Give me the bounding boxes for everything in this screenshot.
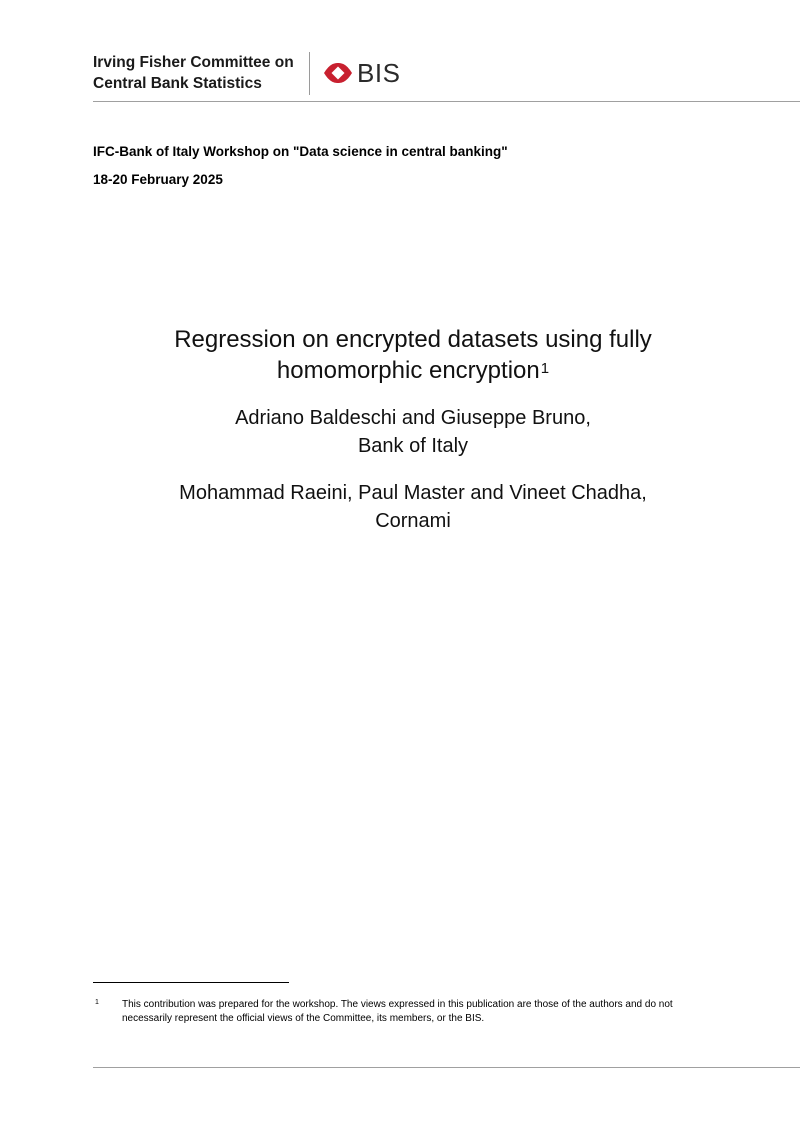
footnote-text: This contribution was prepared for the workshop. The views expressed in this publication are those of the authors and do not necessarily represent the official views of the Committee, its members, or the BIS. [122, 999, 673, 1024]
authors-group1-names: Adriano Baldeschi and Giuseppe Bruno, [235, 407, 591, 429]
paper-title-line2 [93, 355, 733, 386]
committee-name-line1: Irving Fisher Committee on [93, 54, 294, 71]
workshop-title: IFC-Bank of Italy Workshop on "Data science in central banking" [93, 144, 508, 159]
authors-group2-names: Mohammad Raeini, Paul Master and Vineet Chadha, [179, 482, 647, 504]
committee-name [93, 52, 308, 94]
header-rule [93, 101, 800, 102]
paper-title [93, 324, 733, 386]
footnote-marker: 1 [95, 999, 99, 1006]
authors-group1-affiliation: Bank of Italy [357, 435, 469, 457]
bis-diamond-logo-icon [323, 62, 353, 84]
bis-logo [323, 58, 400, 88]
workshop-date: 18-20 February 2025 [93, 172, 223, 187]
footnote-separator [93, 982, 289, 983]
footer-rule [93, 1067, 800, 1068]
title-footnote-mark[interactable]: 1 [540, 360, 550, 377]
authors-group2-affiliation: Cornami [375, 510, 451, 532]
paper-title-line1: Regression on encrypted datasets using fully [174, 326, 652, 353]
header-divider [309, 52, 310, 95]
authors-group-cornami [93, 479, 733, 535]
bis-logo-text: BIS [357, 58, 401, 88]
authors-group-bank-of-italy [93, 404, 733, 460]
committee-name-line2: Central Bank Statistics [93, 75, 262, 92]
paper-title-line2-text: homomorphic encryption [276, 357, 540, 384]
